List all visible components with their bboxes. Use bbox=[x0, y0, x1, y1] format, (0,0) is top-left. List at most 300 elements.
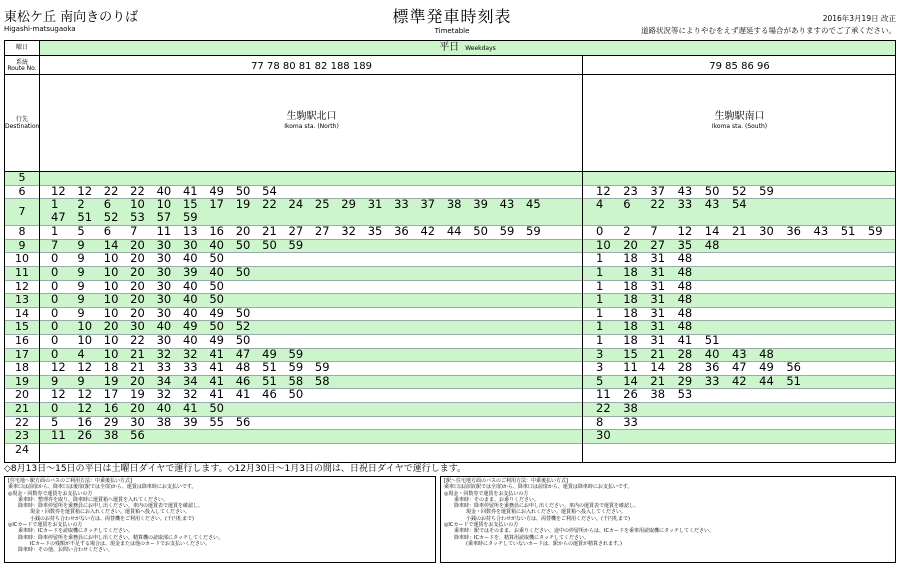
departure-minute: 22 bbox=[103, 183, 119, 198]
departure-minute: 38 bbox=[650, 387, 666, 402]
boarding-info-line: 現金・回数券を運賃箱にお入れください。運賃箱へ投入してください。 bbox=[466, 509, 627, 516]
hour-label: 18 bbox=[15, 361, 29, 375]
departure-minute: 48 bbox=[677, 292, 693, 307]
boarding-info-line: 降車時：降車停留所を乗務員にお申し出ください。精算機の読取部にタッチしてください。 bbox=[18, 534, 224, 541]
departures-right bbox=[596, 348, 786, 362]
departure-minute: 38 bbox=[103, 428, 119, 443]
boarding-info-line: ICカードの残額が不足する場合は、現金または他のカードでお支払いください。 bbox=[30, 540, 210, 547]
destination-right-name: 生駒駅南口 bbox=[714, 111, 765, 122]
grid-line bbox=[5, 348, 895, 349]
hour-label: 8 bbox=[18, 225, 26, 239]
departure-minute: 53 bbox=[130, 210, 145, 225]
grid-line bbox=[5, 307, 895, 308]
departures-right bbox=[596, 198, 759, 212]
hour-row bbox=[5, 348, 895, 362]
departure-minute: 12 bbox=[77, 401, 93, 415]
departures-left bbox=[51, 416, 262, 430]
departure-minute: 0 bbox=[51, 292, 59, 307]
departure-minute: 1 bbox=[596, 265, 604, 279]
departure-minute: 11 bbox=[623, 360, 638, 375]
departure-minute: 12 bbox=[77, 183, 93, 198]
hour-row bbox=[5, 185, 895, 199]
departure-minute: 1 bbox=[51, 224, 59, 239]
grid-line bbox=[5, 252, 895, 253]
departure-minute: 22 bbox=[262, 197, 277, 212]
departure-minute: 21 bbox=[262, 224, 277, 239]
departure-minute: 0 bbox=[51, 346, 59, 361]
departure-minute: 40 bbox=[182, 292, 198, 307]
hour-row bbox=[5, 416, 895, 430]
grid-line bbox=[5, 402, 895, 403]
boarding-info-line: [住宅地～駅方面のバスのご利用方法：中乗後払い方式] bbox=[8, 478, 132, 484]
departure-minute: 10 bbox=[103, 333, 119, 347]
departure-minute: 32 bbox=[156, 346, 172, 361]
departure-minute: 50 bbox=[473, 224, 488, 239]
departure-minute: 18 bbox=[623, 305, 638, 320]
departures-right bbox=[596, 388, 705, 402]
departure-minute: 32 bbox=[341, 224, 356, 239]
departure-minute: 59 bbox=[288, 237, 304, 252]
departure-minute: 48 bbox=[235, 360, 251, 375]
grid-line bbox=[5, 198, 895, 199]
departure-minute: 19 bbox=[235, 197, 251, 212]
departure-minute: 18 bbox=[623, 319, 638, 334]
departure-minute: 38 bbox=[156, 414, 172, 429]
departure-minute: 31 bbox=[650, 333, 666, 347]
departures-left bbox=[51, 307, 262, 321]
departures-right bbox=[596, 334, 732, 348]
hour-label: 21 bbox=[15, 402, 29, 415]
departure-minute: 49 bbox=[182, 319, 198, 334]
departures-right bbox=[596, 307, 705, 321]
departure-minute: 0 bbox=[51, 278, 59, 293]
departure-minute: 35 bbox=[677, 237, 693, 252]
boarding-info-line: [駅～住宅地方面のバスのご利用方法：中乗後払い方式] bbox=[444, 478, 568, 484]
boarding-info-line: 降車時：その他、お問い合わせください。 bbox=[18, 547, 114, 554]
grid-line bbox=[39, 41, 40, 462]
departure-minute: 48 bbox=[759, 346, 774, 361]
hour-row bbox=[5, 375, 895, 389]
departure-minute: 10 bbox=[130, 197, 145, 212]
departure-minute: 9 bbox=[51, 373, 59, 388]
departure-minute: 10 bbox=[103, 251, 119, 266]
page-title: 標準発車時刻表 bbox=[392, 7, 512, 26]
departure-minute: 54 bbox=[262, 183, 277, 198]
departure-minute: 50 bbox=[235, 333, 251, 347]
departure-minute: 7 bbox=[650, 224, 658, 239]
departure-minute: 16 bbox=[77, 414, 93, 429]
departure-minute: 12 bbox=[77, 360, 93, 375]
hour-row bbox=[5, 171, 895, 185]
timetable-grid bbox=[4, 40, 896, 463]
hour-row bbox=[5, 307, 895, 321]
departures-left bbox=[51, 185, 289, 199]
departure-minute: 14 bbox=[704, 224, 720, 239]
destination-header-label-en: Destination bbox=[5, 123, 40, 130]
boarding-info-line: 乗車口は前扉から、降車口は後扉(駅では全扉)から、運賃は降車時にお支払いです。 bbox=[8, 484, 197, 491]
hour-row bbox=[5, 280, 895, 294]
departure-minute: 58 bbox=[314, 373, 330, 388]
departure-minute: 20 bbox=[130, 401, 145, 415]
departure-minute: 41 bbox=[182, 183, 198, 198]
stop-name-roman: Higashi-matsugaoka bbox=[4, 25, 76, 33]
hour-label: 12 bbox=[15, 279, 29, 293]
departure-minute: 45 bbox=[526, 197, 541, 212]
hour-label: 7 bbox=[18, 205, 26, 219]
departure-minute: 16 bbox=[103, 401, 119, 415]
hour-row bbox=[5, 320, 895, 334]
departure-minute: 21 bbox=[130, 346, 145, 361]
boarding-info-line: ◎ICカードで運賃をお支払いの方 bbox=[444, 522, 519, 529]
departure-minute: 47 bbox=[51, 210, 66, 225]
departures-right bbox=[596, 375, 814, 389]
departure-minute: 48 bbox=[677, 278, 693, 293]
hour-label: 15 bbox=[15, 320, 29, 334]
departure-minute: 26 bbox=[623, 387, 638, 402]
departure-minute: 18 bbox=[623, 292, 638, 307]
departure-minute: 11 bbox=[156, 224, 172, 239]
departure-minute: 18 bbox=[623, 333, 638, 347]
departure-minute: 27 bbox=[314, 224, 330, 239]
departure-minute: 1 bbox=[596, 305, 604, 320]
departure-minute: 31 bbox=[650, 265, 666, 279]
departure-minute: 41 bbox=[209, 346, 224, 361]
departure-minute: 9 bbox=[77, 278, 85, 293]
hour-row bbox=[5, 225, 895, 239]
departure-minute: 48 bbox=[704, 237, 720, 252]
hour-row bbox=[5, 239, 895, 253]
departure-minute: 28 bbox=[677, 346, 693, 361]
departure-minute: 43 bbox=[813, 224, 829, 239]
departure-minute: 31 bbox=[650, 278, 666, 293]
departure-minute: 36 bbox=[704, 360, 720, 375]
departure-minute: 39 bbox=[182, 414, 198, 429]
departure-minute: 6 bbox=[103, 197, 112, 212]
departure-minute: 20 bbox=[130, 278, 145, 293]
departures-left bbox=[51, 225, 552, 239]
departure-minute: 49 bbox=[209, 333, 224, 347]
departure-minute: 18 bbox=[623, 278, 638, 293]
departure-minute: 49 bbox=[759, 360, 774, 375]
departure-minute: 52 bbox=[103, 210, 119, 225]
departure-minute: 12 bbox=[51, 183, 66, 198]
departure-minute: 14 bbox=[623, 373, 638, 388]
departure-minute: 20 bbox=[130, 251, 145, 266]
departure-minute: 50 bbox=[209, 319, 224, 334]
departure-minute: 38 bbox=[623, 401, 638, 415]
departure-minute: 15 bbox=[182, 197, 198, 212]
departure-minute: 10 bbox=[103, 292, 119, 307]
departure-minute: 44 bbox=[759, 373, 774, 388]
hour-label: 19 bbox=[15, 374, 29, 388]
departure-minute: 48 bbox=[677, 251, 693, 266]
boarding-info-line: 小銭のお持ち合わせがない方は、両替機をご利用ください。(千円札まで) bbox=[30, 515, 194, 522]
departures-right bbox=[596, 320, 705, 334]
departure-minute: 33 bbox=[394, 197, 409, 212]
departure-minute: 30 bbox=[156, 305, 172, 320]
departure-minute: 30 bbox=[156, 265, 172, 279]
departure-minute: 50 bbox=[235, 265, 251, 279]
departure-minute: 40 bbox=[182, 333, 198, 347]
boarding-info-line: 小銭のお持ち合わせがない方は、両替機をご利用ください。(千円札まで) bbox=[466, 515, 630, 522]
departure-minute: 12 bbox=[596, 183, 611, 198]
departure-minute: 9 bbox=[77, 251, 85, 266]
grid-line bbox=[5, 388, 895, 389]
hour-label: 11 bbox=[15, 266, 29, 279]
departure-minute: 39 bbox=[182, 265, 198, 279]
day-band bbox=[40, 41, 895, 55]
departure-minute: 40 bbox=[182, 305, 198, 320]
boarding-info-line: 降車時：ICカードを、精算用読取機にタッチしてください。 bbox=[454, 534, 589, 541]
departure-minute: 39 bbox=[473, 197, 488, 212]
departure-minute: 2 bbox=[623, 224, 631, 239]
departure-minute: 30 bbox=[156, 251, 172, 266]
departure-minute: 50 bbox=[235, 305, 251, 320]
departure-minute: 14 bbox=[103, 237, 119, 252]
grid-line bbox=[5, 171, 895, 172]
grid-line bbox=[5, 266, 895, 267]
departures-right bbox=[596, 280, 705, 294]
departure-minute: 30 bbox=[156, 278, 172, 293]
departure-minute: 8 bbox=[596, 414, 604, 429]
grid-line bbox=[5, 416, 895, 417]
destination-right-name-en: Ikoma sta. (South) bbox=[711, 123, 768, 130]
departure-minute: 59 bbox=[288, 360, 304, 375]
departures-left bbox=[51, 402, 236, 416]
departure-minute: 1 bbox=[596, 319, 604, 334]
departure-minute: 59 bbox=[867, 224, 883, 239]
departure-minute: 30 bbox=[596, 428, 611, 443]
departure-minute: 23 bbox=[623, 183, 638, 198]
departure-minute: 29 bbox=[677, 373, 693, 388]
departure-minute: 50 bbox=[262, 237, 277, 252]
departure-minute: 31 bbox=[367, 197, 383, 212]
boarding-info-line: 乗車時：そのまま、お乗りください。 bbox=[454, 496, 540, 503]
departure-minute: 41 bbox=[235, 387, 251, 402]
departure-minute: 1 bbox=[51, 197, 59, 212]
departure-minute: 57 bbox=[156, 210, 172, 225]
departure-minute: 34 bbox=[156, 373, 172, 388]
departure-minute: 41 bbox=[209, 373, 224, 388]
departure-minute: 20 bbox=[130, 237, 145, 252]
departure-minute: 30 bbox=[130, 414, 145, 429]
hour-label: 13 bbox=[15, 293, 29, 307]
departure-minute: 9 bbox=[77, 305, 85, 320]
departures-left bbox=[51, 252, 236, 266]
hour-label: 5 bbox=[18, 171, 26, 184]
grid-line bbox=[5, 375, 895, 376]
hour-label: 16 bbox=[15, 334, 29, 347]
departures-right bbox=[596, 185, 786, 199]
departure-minute: 52 bbox=[235, 319, 251, 334]
departure-minute: 40 bbox=[156, 401, 172, 415]
destination-right bbox=[583, 111, 896, 131]
departure-minute: 33 bbox=[182, 360, 198, 375]
departure-minute: 30 bbox=[130, 319, 145, 334]
departures-left bbox=[51, 239, 315, 253]
departure-minute: 1 bbox=[596, 251, 604, 266]
departure-minute: 51 bbox=[77, 210, 93, 225]
departure-minute: 3 bbox=[596, 360, 604, 375]
hour-label: 6 bbox=[18, 184, 26, 198]
departure-minute: 19 bbox=[103, 373, 119, 388]
route-numbers-left: 77 78 80 81 82 188 189 bbox=[251, 61, 372, 72]
departures-left bbox=[51, 375, 341, 389]
departure-minute: 36 bbox=[394, 224, 409, 239]
departures-left bbox=[51, 280, 236, 294]
departure-minute: 9 bbox=[77, 265, 85, 279]
departure-minute: 30 bbox=[156, 237, 172, 252]
departure-minute: 10 bbox=[77, 319, 93, 334]
departure-minute: 21 bbox=[650, 373, 666, 388]
departure-minute: 21 bbox=[731, 224, 747, 239]
departure-minute: 56 bbox=[786, 360, 801, 375]
departures-left bbox=[51, 293, 236, 307]
departure-minute: 40 bbox=[182, 278, 198, 293]
departure-minute: 11 bbox=[51, 428, 66, 443]
departure-minute: 51 bbox=[840, 224, 856, 239]
delay-notice: 道路状況等によりやむをえず遅延する場合がありますのでご了承ください。 bbox=[641, 26, 896, 35]
departure-minute: 21 bbox=[650, 346, 666, 361]
boarding-info-line: 乗車時：整理券を取り、降車時に運賃箱へ運賃を入れてください。 bbox=[18, 496, 169, 503]
departure-minute: 34 bbox=[182, 373, 198, 388]
boarding-info-line: ◎現金・回数券で運賃をお支払いの方 bbox=[8, 490, 93, 497]
departure-minute: 50 bbox=[704, 183, 720, 198]
route-numbers-right: 79 85 86 96 bbox=[709, 61, 770, 72]
departure-minute: 28 bbox=[677, 360, 693, 375]
departure-minute: 29 bbox=[103, 414, 119, 429]
departure-minute: 40 bbox=[704, 346, 720, 361]
departure-minute: 48 bbox=[677, 319, 693, 334]
departure-minute: 17 bbox=[209, 197, 224, 212]
boarding-info-line: 降車時：降車停留所を乗務員にお申し出ください。車内の運賃表で運賃を確認し、 bbox=[454, 503, 640, 510]
departure-minute: 9 bbox=[77, 237, 85, 252]
departure-minute: 6 bbox=[623, 197, 631, 212]
departure-minute: 40 bbox=[209, 265, 224, 279]
departure-minute: 24 bbox=[288, 197, 304, 212]
grid-line bbox=[5, 225, 895, 226]
grid-line bbox=[5, 280, 895, 281]
departure-minute: 21 bbox=[130, 360, 145, 375]
departure-minute: 10 bbox=[103, 346, 119, 361]
departure-minute: 9 bbox=[77, 373, 85, 388]
departure-minute: 9 bbox=[77, 292, 85, 307]
departure-minute: 11 bbox=[596, 387, 611, 402]
departure-minute: 10 bbox=[77, 333, 93, 347]
departure-minute: 36 bbox=[786, 224, 801, 239]
departures-left bbox=[51, 266, 262, 280]
departure-minute: 59 bbox=[314, 360, 330, 375]
hour-label: 9 bbox=[18, 238, 26, 252]
grid-line bbox=[5, 293, 895, 294]
departure-minute: 30 bbox=[759, 224, 774, 239]
departures-right bbox=[596, 416, 650, 430]
hour-row bbox=[5, 334, 895, 348]
departure-minute: 19 bbox=[130, 387, 145, 402]
departures-right bbox=[596, 266, 705, 280]
departure-minute: 16 bbox=[209, 224, 224, 239]
departure-minute: 41 bbox=[182, 401, 198, 415]
hour-label: 17 bbox=[15, 347, 29, 361]
departure-minute: 25 bbox=[314, 197, 330, 212]
departure-minute: 31 bbox=[650, 251, 666, 266]
departure-minute: 0 bbox=[51, 401, 59, 415]
day-header-label: 曜日 bbox=[15, 44, 28, 51]
departures-left bbox=[51, 334, 262, 348]
departure-minute: 18 bbox=[103, 360, 119, 375]
departure-minute: 46 bbox=[235, 373, 251, 388]
departure-minute: 50 bbox=[288, 387, 304, 402]
departure-minute: 44 bbox=[446, 224, 462, 239]
boarding-info-right bbox=[440, 476, 896, 563]
departure-minute: 22 bbox=[650, 197, 666, 212]
departures-left bbox=[51, 211, 209, 225]
departure-minute: 12 bbox=[51, 360, 66, 375]
departure-minute: 52 bbox=[731, 183, 747, 198]
hour-row bbox=[5, 443, 895, 457]
departure-minute: 5 bbox=[596, 373, 604, 388]
departure-minute: 20 bbox=[130, 305, 145, 320]
departure-minute: 49 bbox=[209, 305, 224, 320]
departure-minute: 27 bbox=[288, 224, 304, 239]
departure-minute: 0 bbox=[51, 305, 59, 320]
page-subtitle: Timetable bbox=[434, 27, 470, 35]
hour-row bbox=[5, 361, 895, 375]
departure-minute: 32 bbox=[156, 387, 172, 402]
revision-date: 2016年3月19日 改正 bbox=[822, 14, 896, 23]
departure-minute: 26 bbox=[77, 428, 93, 443]
departure-minute: 43 bbox=[677, 183, 693, 198]
boarding-info-line: ◎ICカードで運賃をお支払いの方 bbox=[8, 522, 83, 529]
route-header-label-en: Route No. bbox=[7, 65, 37, 72]
hour-row bbox=[5, 293, 895, 307]
departure-minute: 20 bbox=[130, 292, 145, 307]
departures-right bbox=[596, 239, 732, 253]
hour-row bbox=[5, 198, 895, 225]
route-header-label: 系統 bbox=[15, 59, 28, 66]
grid-line bbox=[5, 239, 895, 240]
departure-minute: 40 bbox=[156, 319, 172, 334]
departure-minute: 32 bbox=[182, 346, 198, 361]
departure-minute: 14 bbox=[650, 360, 666, 375]
departure-minute: 59 bbox=[526, 224, 541, 239]
header-right bbox=[641, 14, 896, 35]
departure-minute: 5 bbox=[77, 224, 85, 239]
departure-minute: 7 bbox=[51, 237, 59, 252]
day-label: 平日 bbox=[439, 42, 460, 53]
departure-minute: 46 bbox=[262, 387, 277, 402]
boarding-info-line: 乗車口は前扉(駅では全扉)から、降車口は前扉から、運賃は降車時にお支払いです。 bbox=[444, 484, 633, 491]
departures-right bbox=[596, 429, 623, 443]
departure-minute: 15 bbox=[623, 346, 638, 361]
departures-left bbox=[51, 429, 157, 443]
departure-minute: 55 bbox=[209, 414, 224, 429]
departures-left bbox=[51, 198, 552, 212]
departure-minute: 12 bbox=[77, 387, 93, 402]
departure-minute: 59 bbox=[499, 224, 515, 239]
departures-left bbox=[51, 320, 262, 334]
hour-row bbox=[5, 402, 895, 416]
departure-minute: 37 bbox=[420, 197, 436, 212]
departure-minute: 42 bbox=[420, 224, 436, 239]
departure-minute: 33 bbox=[623, 414, 638, 429]
boarding-info-line: 乗車時：駅ではそのまま、お乗りください。途中の停留所からは、ICカードを乗車用読取機にタッチしてください。 bbox=[454, 528, 714, 535]
hour-label: 23 bbox=[15, 429, 29, 443]
grid-line bbox=[5, 74, 895, 75]
departure-minute: 20 bbox=[623, 237, 638, 252]
departure-minute: 22 bbox=[130, 333, 145, 347]
hour-row bbox=[5, 252, 895, 266]
